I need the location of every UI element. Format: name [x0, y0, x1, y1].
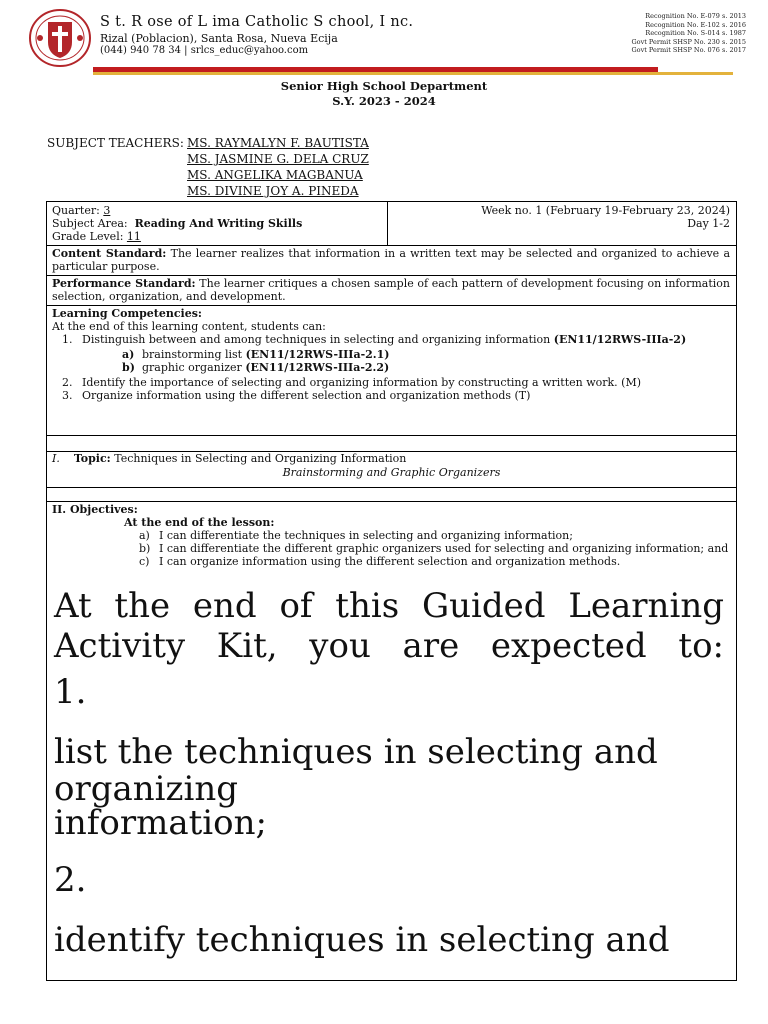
expectations-line: At the end of this Guided Learning	[54, 586, 724, 626]
subject-teachers	[47, 135, 369, 199]
recognition-line: Recognition No. E-079 s. 2013	[645, 12, 746, 20]
table-rule	[47, 275, 736, 276]
performance-standard: Performance Standard: The learner critiques a chosen sample of each pattern of development focusing on information selection, organization, and development.	[52, 277, 730, 303]
expectations-text	[54, 586, 724, 960]
competencies-intro: At the end of this learning content, students can:	[52, 320, 326, 333]
list-item: b) graphic organizer (EN11/12RWS-IIIa-2.2)	[122, 361, 390, 374]
table-rule	[47, 487, 736, 488]
grade-value: 11	[126, 230, 141, 243]
objectives-label: II. Objectives:	[52, 503, 138, 516]
expectations-line: Activity Kit, you are expected to:	[54, 626, 724, 666]
schedule-info	[481, 204, 730, 230]
topic-subtitle: Brainstorming and Graphic Organizers	[282, 466, 501, 479]
learning-competencies	[52, 307, 730, 402]
list-item: 1. Distinguish between and among techniques in selecting and organizing information (EN11/12RWS-IIIa-2)	[62, 333, 687, 346]
recognition-line: Govt Permit SHSP No. 076 s. 2017	[631, 46, 746, 54]
teacher-name: MS. ANGELIKA MAGBANUA	[187, 168, 363, 182]
header-gold-bar	[93, 72, 733, 75]
recognition-list	[631, 12, 746, 55]
recognition-line: Govt Permit SHSP No. 230 s. 2015	[631, 37, 746, 46]
school-name: S t. R ose of L ima Catholic S chool, I nc.	[100, 14, 414, 30]
school-year: S.Y. 2023 - 2024	[332, 94, 436, 108]
teachers-label: SUBJECT TEACHERS:	[47, 136, 184, 150]
week-text: Week no. 1 (February 19-February 23, 2024)	[481, 204, 730, 217]
table-rule	[47, 305, 736, 306]
expectation-text: list the techniques in selecting and	[54, 732, 658, 772]
school-address: Rizal (Poblacion), Santa Rosa, Nueva Ecija	[100, 32, 338, 45]
table-rule	[47, 245, 736, 246]
list-item: a) I can differentiate the techniques in selecting and organizing information;	[139, 529, 573, 542]
day-text: Day 1-2	[687, 217, 730, 230]
table-divider	[387, 202, 388, 245]
competencies-label: Learning Competencies:	[52, 307, 202, 320]
lesson-plan-table	[46, 201, 737, 981]
topic-line: I. Topic: Techniques in Selecting and Organizing Information	[52, 452, 407, 465]
expectation-text: identify techniques in selecting and	[54, 920, 670, 960]
list-item: a) brainstorming list (EN11/12RWS-IIIa-2.1)	[122, 348, 390, 361]
list-item: b) I can differentiate the different graphic organizers used for selecting and organizing information; and	[139, 542, 729, 555]
teacher-name: MS. RAYMALYN F. BAUTISTA	[187, 136, 369, 150]
expectation-number: 1.	[54, 672, 87, 712]
recognition-line: Recognition No. S-014 s. 1987	[645, 29, 746, 37]
expectation-number: 2.	[54, 860, 87, 900]
course-info: Quarter: 3 Subject Area: Reading And Writing Skills Grade Level: 11	[52, 204, 303, 243]
expectation-text: organizing	[54, 769, 238, 809]
school-seal-logo	[28, 8, 92, 68]
department-title: Senior High School Department	[280, 79, 488, 93]
objectives	[52, 503, 730, 568]
table-rule	[47, 501, 736, 502]
quarter-value: 3	[103, 204, 111, 217]
list-item: 2. Identify the importance of selecting and organizing information by constructing a written work. (M)	[62, 376, 642, 389]
school-contact: (044) 940 78 34 | srlcs_educ@yahoo.com	[100, 45, 309, 56]
content-standard: Content Standard: The learner realizes that information in a written text may be selected and organized to achieve a particular purpose.	[52, 247, 731, 273]
recognition-line: Recognition No. E-102 s. 2016	[645, 20, 746, 29]
teacher-name: MS. DIVINE JOY A. PINEDA	[187, 184, 359, 198]
subject-value: Reading And Writing Skills	[134, 217, 303, 230]
list-item: 3. Organize information using the different selection and organization methods (T)	[62, 389, 531, 402]
objectives-lead: At the end of the lesson:	[124, 516, 275, 529]
teacher-name: MS. JASMINE G. DELA CRUZ	[187, 152, 369, 166]
expectation-text: information;	[54, 803, 267, 843]
table-rule	[47, 435, 736, 436]
list-item: c) I can organize information using the different selection and organization methods.	[139, 555, 621, 568]
